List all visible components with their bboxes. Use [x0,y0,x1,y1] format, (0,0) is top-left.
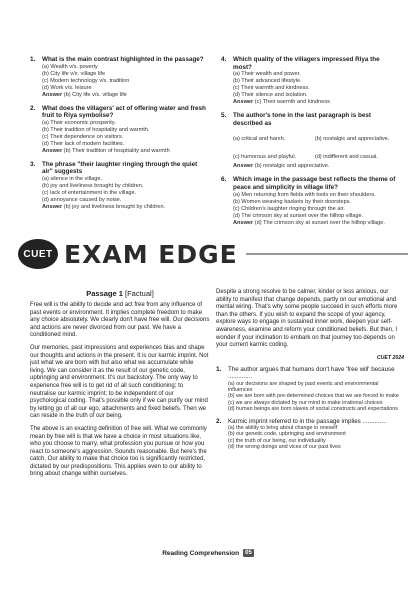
source-tag: CUET 2024 [376,354,404,361]
answer-text: (c) Their warmth and kindness [254,99,330,106]
question-text: The phrase "their laughter ringing through the quiet air" suggests [42,160,198,176]
option: (b) joy and liveliness brought by children. [42,182,144,189]
option: (a) Men returning from fields with tools on their shoulders. [233,191,376,198]
question-number: 5. [221,112,227,120]
passage-title [30,289,210,298]
answer-text: (b) City life v/s. village life [63,91,127,98]
question-text: What is the main contrast highlighted in the passage? [42,56,204,63]
option: (a) the ability to bring about change in oneself [228,425,338,431]
answer-label: Answer [233,163,254,170]
passage-question-2 [216,418,404,451]
right-column [216,289,404,456]
option: (c) humorous and playful. [233,154,297,161]
option: (a) critical and harsh. [233,136,286,143]
question-number: 4. [221,56,227,63]
question-2 [30,105,209,155]
option: (b) nostalgic and appreciative. [314,136,390,143]
question-number: 3. [30,160,36,168]
question-text: The author's tone in the last paragraph is best described as [233,112,371,127]
question-number: 6. [221,176,227,184]
option: (a) silence in the village. [42,175,103,182]
top-left-column [30,56,209,233]
option: (d) annoyance caused by noise. [42,196,122,203]
question-number: 2. [216,417,222,425]
answer-text: (d) The crimson sky at sunset over the hilltop village. [254,219,385,226]
option: (b) Women weaving baskets by their doorsteps. [233,198,352,205]
top-right-column [221,56,400,233]
option: (c) Their warmth and kindness. [233,85,310,92]
option: (d) Their silence and isolation. [233,92,308,99]
exam-edge-banner [18,237,408,271]
question-number: 2. [30,104,36,112]
question-text: The author argues that humans don't have 'free will' because .............. [228,365,395,381]
question-number: 1. [216,365,222,373]
answer-label: Answer [233,219,254,226]
passage-paragraph: The above is an exacting definition of free will. What we commonly mean by free will is that we have a choice in most situations like, who you choose to marry, what profession you pursue or how you react to someone's aggression. Sounds reasonable. But here's the catch. Our ability to make that choice too is significantly restricted, dictated by our predispositions. This applies even to our ability to bring about change within ourselves. [30,425,207,478]
option: (c) lack of entertainment in the village. [42,189,137,196]
divider [246,253,408,255]
option: (b) Their tradition of hospitality and warmth. [42,126,150,133]
option: (b) City life v/s. village life [42,70,106,77]
passage-subtitle: [Factual] [125,289,154,298]
question-4 [221,56,400,106]
footer-section-title: Reading Comprehension [162,549,240,557]
answer-label: Answer [233,99,254,106]
answer [30,148,209,155]
question-text: What does the villagers' act of offering water and fresh fruit to Riya symbolise? [42,104,206,120]
question-text: Which image in the passage best reflects the theme of peace and simplicity in village life? [233,176,396,191]
passage-continuation: Despite a strong resolve to be calmer, kinder or less anxious, our ability to manifest that change depends, partly on our emotional and mental wiring. That's why some people succeed in such efforts more than the others. If you wish to expand the scope of your agency, explore ways to engage in sustained inner work, deepen your self-awareness, examine and reform your conditioned beliefs. But then, I wonder if your inclination to embark on that journey too depends on your current karmic coding. [216,289,398,349]
answer [221,220,400,227]
option: (c) we are always dictated by our mind to make irrational choices [228,399,383,406]
option: (b) our genetic code, upbringing and environment [228,431,346,438]
question-text: Which quality of the villagers impressed Riya the most? [233,56,380,71]
passage-paragraph: Our memories, past impressions and experiences bias and shape our thoughts and actions in the present. It is our karmic imprint. Not just what we are born with but also what we accumulate while living. We can consider it as the result of our genetic code, upbringing and environment. It's our backstory. The only way to experience free will is to get rid of all such conditioning; to neutralise our karmic imprint; to be independent of our psychological coding. That's possible only if we can purify our mind by letting go of all our ego, attachments and fixed beliefs. Then we can reside in the truth of our being. [30,344,209,420]
option: (d) the wrong doings and vices of our past lives [228,444,341,451]
answer [221,163,400,170]
option: (a) Their economic prosperity. [42,119,116,126]
option: (c) Children's laughter ringing through the air. [233,205,345,212]
page-number: 05 [245,550,252,556]
question-5 [221,112,400,170]
question-6 [221,176,400,226]
passage-paragraph: Free will is the ability to decide and act free from any influence of past events or environment. It implies complete freedom to make any choice absolutely. We clearly don't have free will. Our decisions and actions are never divorced from our past. We have a conditioned mind. [30,302,210,339]
answer-text: (b) nostalgic and appreciative. [254,163,330,170]
answer [30,204,209,211]
passage-question-1 [216,366,404,413]
option: (a) our decisions are shaped by past events and environmental influences [228,380,379,393]
cuet-badge: CUET [18,239,58,269]
answer-label: Answer [42,203,63,210]
option: (d) human beings are born slaves of social constructs and expectations [228,406,398,413]
option: (d) Their lack of modern facilities. [42,140,125,147]
top-questions [30,56,400,233]
option: (d) The crimson sky at sunset over the hilltop village. [233,212,364,219]
option: (b) we are born with pre-determined choices that we are forced to make [228,393,399,400]
answer-text: (b) joy and liveliness brought by children. [63,203,166,210]
option: (c) Modern technology v/s. tradition [42,77,130,84]
option: (c) Their dependence on visitors. [42,133,124,140]
question-3 [30,161,209,211]
answer [30,92,209,99]
option: (b) Their advanced lifestyle. [233,78,302,85]
page-footer [0,549,416,557]
question-text: Karmic imprint referred to in the passage implies .............. [228,417,387,425]
option: (d) Work v/s. leisure [42,84,92,91]
passage-title-text: Passage 1 [86,289,123,298]
option: (c) the truth of our being, our individuality [228,437,326,444]
banner-title: EXAM EDGE [64,239,238,269]
answer-text: (b) Their tradition of hospitality and warmth [63,147,170,154]
answer-label: Answer [42,147,63,154]
passage-column [30,289,210,484]
option: (d) indifferent and casual. [314,154,378,161]
option: (a) Their wealth and power. [233,71,301,78]
question-1 [30,56,209,99]
answer-label: Answer [42,91,63,98]
answer [221,99,400,106]
option: (a) Wealth v/s. poverty [42,63,98,70]
question-number: 1. [30,56,36,63]
